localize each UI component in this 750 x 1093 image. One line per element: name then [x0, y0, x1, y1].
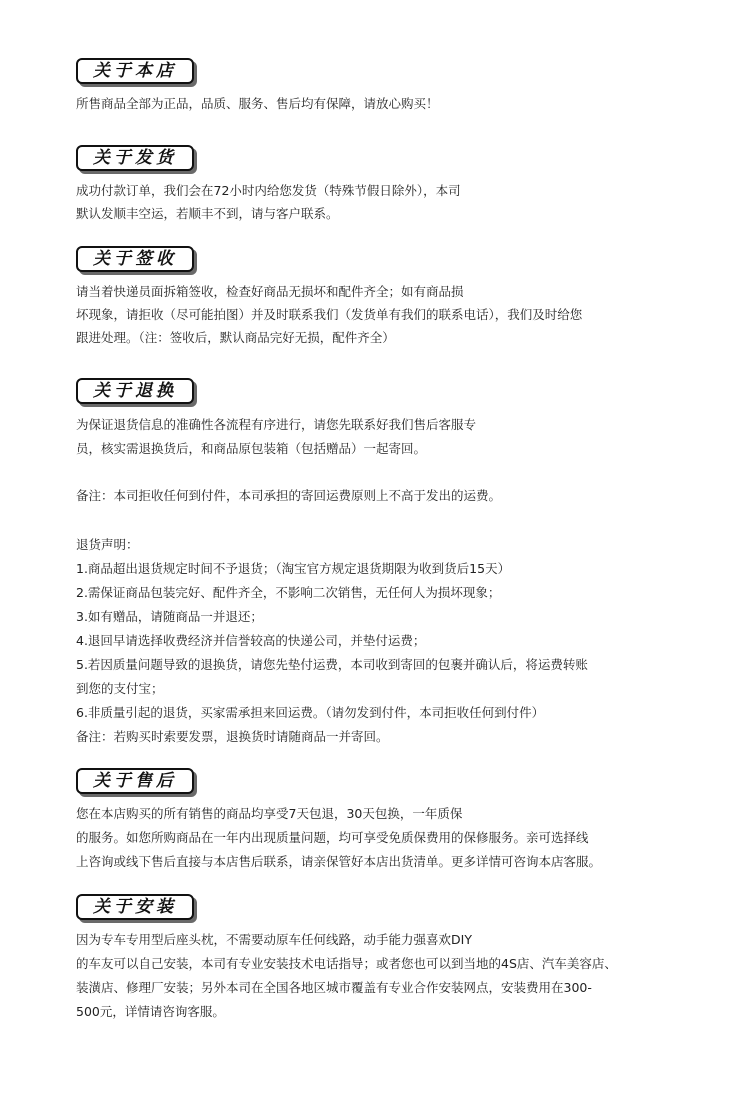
text-line: 因为专车专用型后座头枕，不需要动原车任何线路，动手能力强喜欢DIY [76, 932, 472, 947]
return-policy-item: 2.需保证商品包装完好、配件齐全，不影响二次销售，无任何人为损坏现象； [76, 585, 501, 600]
text-line: 所售商品全部为正品，品质、服务、售后均有保障，请放心购买！ [76, 96, 439, 111]
section-title-badge: 关于发货 [76, 145, 194, 171]
text-line: 装潢店、修理厂安装；另外本司在全国各地区城市覆盖有专业合作安装网点，安装费用在300- [76, 980, 592, 995]
section-title-badge: 关于安装 [76, 894, 194, 920]
text-line: 的车友可以自己安装，本司有专业安装技术电话指导；或者您也可以到当地的4S店、汽车美容店、 [76, 956, 617, 971]
return-policy-item: 3.如有赠品，请随商品一并退还； [76, 609, 263, 624]
text-line: 的服务。如您所购商品在一年内出现质量问题，均可享受免质保费用的保修服务。亲可选择线 [76, 830, 589, 845]
text-line: 为保证退货信息的准确性各流程有序进行，请您先联系好我们售后客服专 [76, 417, 477, 432]
text-line: 跟进处理。（注：签收后，默认商品完好无损，配件齐全） [76, 330, 395, 345]
section-title-badge: 关于本店 [76, 58, 194, 84]
text-line: 员，核实需退换货后，和商品原包装箱（包括赠品）一起寄回。 [76, 441, 427, 456]
remark-line: 备注：若购买时索要发票，退换货时请随商品一并寄回。 [76, 729, 389, 744]
return-policy-item: 6.非质量引起的退货，买家需承担来回运费。（请勿发到付件，本司拒收任何到付件） [76, 705, 545, 720]
text-line: 坏现象，请拒收（尽可能拍图）并及时联系我们（发货单有我们的联系电话），我们及时给您 [76, 307, 583, 322]
return-policy-item: 4.退回早请选择收费经济并信誉较高的快递公司，并垫付运费； [76, 633, 426, 648]
return-policy-item: 5.若因质量问题导致的退换货，请您先垫付运费，本司收到寄回的包裹并确认后，将运费转账 [76, 657, 588, 672]
remark-line: 备注：本司拒收任何到付件，本司承担的寄回运费原则上不高于发出的运费。 [76, 488, 502, 503]
section-title-badge: 关于签收 [76, 246, 194, 272]
text-line: 500元，详情请咨询客服。 [76, 1004, 225, 1019]
return-policy-item: 1.商品超出退货规定时间不予退货；（淘宝官方规定退货期限为收到货后15天） [76, 561, 511, 576]
return-policy-heading: 退货声明： [76, 537, 139, 552]
text-line: 默认发顺丰空运，若顺丰不到，请与客户联系。 [76, 206, 339, 221]
text-line: 成功付款订单，我们会在72小时内给您发货（特殊节假日除外），本司 [76, 183, 461, 198]
section-title-badge: 关于售后 [76, 768, 194, 794]
return-policy-item: 到您的支付宝； [76, 681, 164, 696]
text-line: 请当着快递员面拆箱签收，检查好商品无损坏和配件齐全；如有商品损 [76, 284, 464, 299]
text-line: 上咨询或线下售后直接与本店售后联系，请亲保管好本店出货清单。更多详情可咨询本店客服。 [76, 854, 602, 869]
text-line: 您在本店购买的所有销售的商品均享受7天包退，30天包换，一年质保 [76, 806, 463, 821]
section-title-badge: 关于退换 [76, 378, 194, 404]
